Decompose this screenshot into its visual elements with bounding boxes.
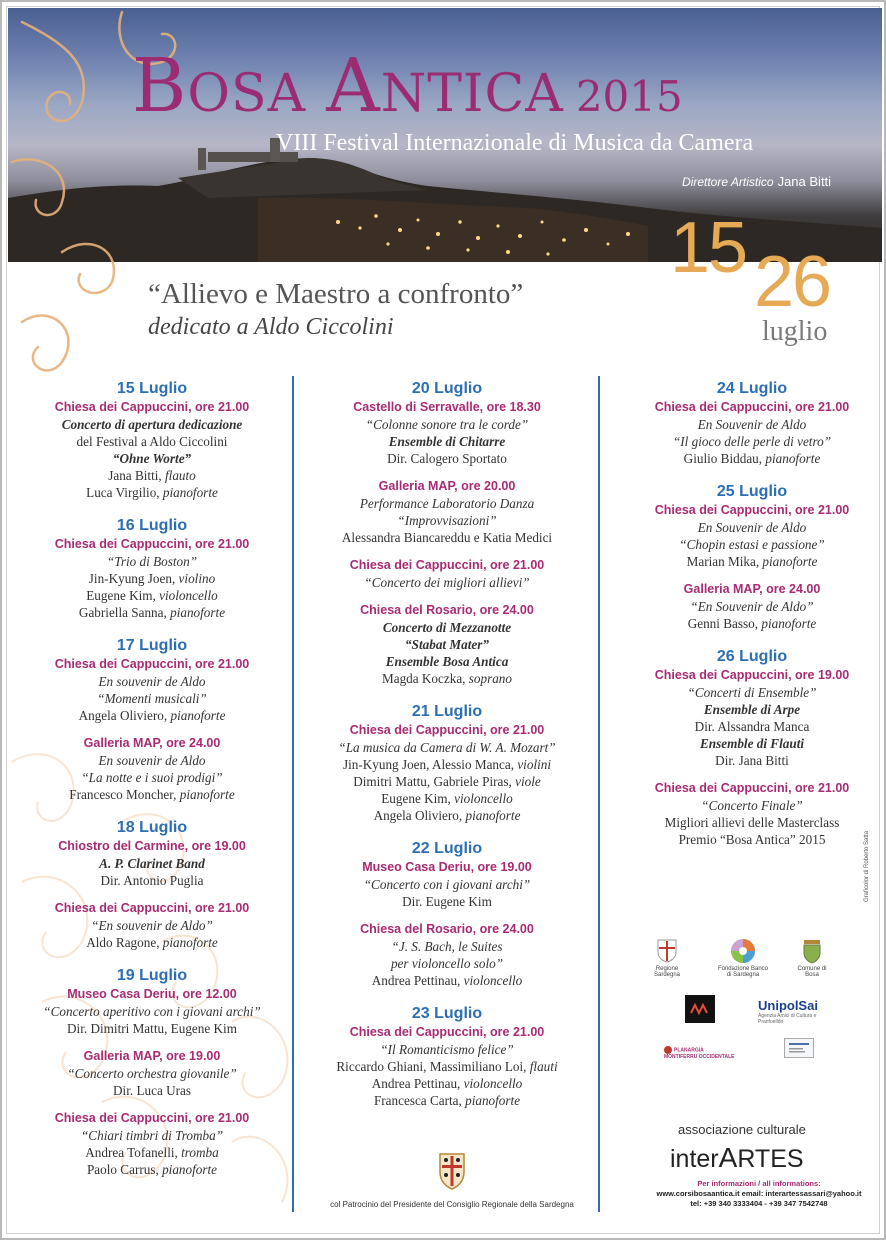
unipolsai-logo bbox=[758, 998, 828, 1025]
event-detail-text: “Improvvisazioni” bbox=[397, 513, 497, 528]
patronage bbox=[312, 1150, 592, 1209]
festival-subtitle: VIII Festival Internazionale di Musica da Camera bbox=[276, 130, 754, 156]
interartes-rtes: RTES bbox=[737, 1145, 804, 1173]
title-letter-a: A bbox=[326, 43, 381, 129]
event-detail-line bbox=[298, 1075, 596, 1092]
event-detail-text: Dir. Alssandra Manca bbox=[694, 719, 810, 734]
event-detail-line bbox=[298, 1092, 596, 1109]
day-heading: 19 Luglio bbox=[116, 967, 188, 984]
event-detail-line bbox=[14, 786, 290, 803]
event-detail-text: Concerto di apertura dedicazione bbox=[61, 417, 243, 432]
performer-role: pianoforte bbox=[179, 787, 235, 802]
event-detail-text: En Souvenir de Aldo bbox=[697, 520, 807, 535]
date-to: 26 bbox=[754, 242, 831, 322]
event-venue-time: Galleria MAP, ore 20.00 bbox=[378, 479, 516, 493]
day-heading: 15 Luglio bbox=[116, 380, 188, 397]
event-detail-text: Riccardo Ghiani, Massimiliano Loi, bbox=[336, 1059, 530, 1074]
performer-role: pianoforte bbox=[465, 1093, 521, 1108]
planargia-icon bbox=[664, 1046, 672, 1054]
comune-bosa-logo bbox=[790, 938, 834, 978]
performer-role: pianoforte bbox=[170, 708, 226, 723]
performer-role: pianoforte bbox=[765, 451, 821, 466]
event-venue-time: Chiesa dei Cappuccini, ore 21.00 bbox=[654, 400, 850, 414]
event-detail-line bbox=[14, 752, 290, 769]
document-icon bbox=[785, 1039, 813, 1057]
performer-role: violini bbox=[517, 757, 552, 772]
festival-title bbox=[132, 43, 683, 129]
event-detail-line bbox=[14, 872, 290, 889]
event-venue-time: Chiesa dei Cappuccini, ore 19.00 bbox=[654, 668, 850, 682]
event-detail-line bbox=[298, 938, 596, 955]
event-venue-time: Museo Casa Deriu, ore 19.00 bbox=[362, 860, 532, 874]
event-detail-line bbox=[603, 416, 886, 433]
event-detail-line bbox=[298, 1041, 596, 1058]
event-detail-line bbox=[14, 1082, 290, 1099]
info-label: Per informazioni / all informations: bbox=[697, 1179, 821, 1188]
day-spacer bbox=[14, 1189, 290, 1193]
event-detail-line bbox=[603, 553, 886, 570]
day-heading: 17 Luglio bbox=[116, 637, 188, 654]
event-detail-text: Ensemble Bosa Antica bbox=[385, 654, 509, 669]
event-detail-line bbox=[298, 807, 596, 824]
event-detail-text: Ensemble di Chitarre bbox=[388, 434, 506, 449]
event bbox=[298, 478, 596, 546]
event-detail-line bbox=[14, 855, 290, 872]
event bbox=[14, 1110, 290, 1178]
event bbox=[298, 399, 596, 467]
event bbox=[14, 399, 290, 501]
event-venue-time: Chiesa dei Cappuccini, ore 21.00 bbox=[349, 1025, 545, 1039]
event-detail-line bbox=[14, 1020, 290, 1037]
event-detail-text: “Chiari timbri di Tromba” bbox=[80, 1128, 224, 1143]
performer-role: pianoforte bbox=[162, 935, 218, 950]
event-detail-text: Dir. Calogero Sportato bbox=[387, 451, 507, 466]
performer-role: violoncello bbox=[463, 973, 523, 988]
event-detail-line bbox=[14, 484, 290, 501]
event-detail-line bbox=[14, 570, 290, 587]
event-detail-line bbox=[298, 529, 596, 546]
event-detail-line bbox=[603, 684, 886, 701]
event-detail-text: Alessandra Biancareddu e Katia Medici bbox=[341, 530, 553, 545]
event-detail-line bbox=[14, 450, 290, 467]
event bbox=[298, 557, 596, 591]
event-detail-text: Dir. Jana Bitti bbox=[715, 753, 789, 768]
event bbox=[14, 986, 290, 1037]
event-detail-line bbox=[298, 653, 596, 670]
event-venue-time: Chiesa del Rosario, ore 24.00 bbox=[360, 603, 534, 617]
info-phones: tel: +39 340 3333404 - +39 347 7542748 bbox=[690, 1199, 828, 1208]
day-spacer bbox=[298, 1120, 596, 1124]
map-gallery-logo bbox=[685, 995, 715, 1023]
event-detail-line bbox=[603, 735, 886, 752]
day-heading: 20 Luglio bbox=[411, 380, 483, 397]
event-detail-text: “Concerti di Ensemble” bbox=[687, 685, 817, 700]
event-detail-line bbox=[14, 553, 290, 570]
day-heading: 18 Luglio bbox=[116, 819, 188, 836]
event-detail-text: Migliori allievi delle Masterclass bbox=[664, 815, 840, 830]
event bbox=[14, 900, 290, 951]
performer-role: violoncello bbox=[454, 791, 513, 806]
event-detail-line bbox=[14, 416, 290, 433]
performer-role: flauti bbox=[529, 1059, 558, 1074]
day-heading: 26 Luglio bbox=[716, 648, 788, 665]
event-detail-text: Andrea Pettinau, bbox=[371, 1076, 464, 1091]
event-detail-text: Angela Oliviero, bbox=[373, 808, 466, 823]
director-label: Direttore Artistico bbox=[682, 175, 774, 189]
planargia-label: PLANARGIA MONTIFERRU OCCIDENTALE bbox=[664, 1047, 735, 1060]
association-label: associazione culturale bbox=[678, 1122, 806, 1137]
event-detail-text: “Momenti musicali” bbox=[97, 691, 207, 706]
event-detail-text: Premio “Bosa Antica” 2015 bbox=[678, 832, 826, 847]
event-detail-line bbox=[298, 636, 596, 653]
performer-role: violoncello bbox=[159, 588, 218, 603]
event-detail-text: “La musica da Camera di W. A. Mozart” bbox=[338, 740, 556, 755]
event-detail-line bbox=[298, 450, 596, 467]
event-detail-line bbox=[14, 673, 290, 690]
event-venue-time: Chiesa dei Cappuccini, ore 21.00 bbox=[54, 901, 250, 915]
event-detail-text: “Il gioco delle perle di vetro” bbox=[672, 434, 832, 449]
event-detail-text: Andrea Pettinau, bbox=[371, 973, 464, 988]
event-detail-line bbox=[298, 773, 596, 790]
regione-sardegna-logo bbox=[642, 938, 692, 978]
event-detail-text: Giulio Biddau, bbox=[683, 451, 766, 466]
title-rest-ntica: NTICA bbox=[380, 64, 564, 124]
info-site-email[interactable]: www.corsibosaantica.it email: interartessassari@yahoo.it bbox=[656, 1189, 862, 1198]
day-heading: 25 Luglio bbox=[716, 483, 788, 500]
event-venue-time: Museo Casa Deriu, ore 12.00 bbox=[67, 987, 237, 1001]
event bbox=[14, 735, 290, 803]
event-detail-line bbox=[298, 790, 596, 807]
event-detail-line bbox=[298, 893, 596, 910]
event-detail-line bbox=[603, 701, 886, 718]
event-detail-text: del Festival a Aldo Ciccolini bbox=[76, 434, 228, 449]
event-detail-line bbox=[14, 604, 290, 621]
event-detail-text: “En Souvenir de Aldo” bbox=[690, 599, 814, 614]
day-heading: 24 Luglio bbox=[716, 380, 788, 397]
fondazione-wheel-icon bbox=[730, 938, 756, 964]
artistic-director bbox=[682, 174, 831, 189]
event-detail-line bbox=[603, 814, 886, 831]
event bbox=[14, 838, 290, 889]
event-detail-text: “J. S. Bach, le Suites bbox=[391, 939, 503, 954]
event-detail-line bbox=[298, 739, 596, 756]
performer-role: pianoforte bbox=[761, 616, 817, 631]
event-detail-line bbox=[298, 876, 596, 893]
event-detail-line bbox=[603, 598, 886, 615]
festival-motto: “Allievo e Maestro a confronto” bbox=[148, 278, 524, 310]
event bbox=[603, 780, 886, 848]
event-detail-text: “Ohne Worte” bbox=[112, 451, 192, 466]
event-detail-text: Jana Bitti, bbox=[108, 468, 165, 483]
event bbox=[298, 1024, 596, 1109]
event-detail-text: “Chopin estasi e passione” bbox=[679, 537, 825, 552]
event-detail-line bbox=[14, 1144, 290, 1161]
event-venue-time: Chiesa dei Cappuccini, ore 21.00 bbox=[54, 537, 250, 551]
performer-role: viole bbox=[515, 774, 541, 789]
performer-role: pianoforte bbox=[170, 605, 226, 620]
event-detail-line bbox=[298, 512, 596, 529]
event-detail-text: Dir. Luca Uras bbox=[113, 1083, 191, 1098]
event-detail-text: Dir. Dimitri Mattu, Eugene Kim bbox=[67, 1021, 237, 1036]
event-detail-text: “Concerto Finale” bbox=[701, 798, 803, 813]
event-venue-time: Chiesa dei Cappuccini, ore 21.00 bbox=[54, 400, 250, 414]
event-detail-text: Jin-Kyung Joen, Alessio Manca, bbox=[342, 757, 518, 772]
performer-role: pianoforte bbox=[162, 485, 218, 500]
event-detail-line bbox=[603, 615, 886, 632]
performer-role: pianoforte bbox=[465, 808, 521, 823]
event bbox=[298, 722, 596, 824]
patronage-text: col Patrocinio del Presidente del Consiglio Regionale della Sardegna bbox=[330, 1200, 574, 1209]
event bbox=[14, 1048, 290, 1099]
event bbox=[603, 667, 886, 769]
event-detail-text: “Concerto con i giovani archi” bbox=[363, 877, 531, 892]
graphic-credit: Graficolor di Roberto Satta bbox=[864, 830, 870, 902]
event-detail-text: “Concerto orchestra giovanile” bbox=[67, 1066, 237, 1081]
event-detail-line bbox=[603, 536, 886, 553]
day-heading: 23 Luglio bbox=[411, 1005, 483, 1022]
event-venue-time: Chiesa del Rosario, ore 24.00 bbox=[360, 922, 534, 936]
regione-crest-icon bbox=[656, 938, 678, 964]
event-detail-line bbox=[298, 495, 596, 512]
interartes-inter: inter bbox=[670, 1145, 719, 1173]
fondazione-logo bbox=[716, 938, 770, 978]
event-detail-text: Aldo Ragone, bbox=[86, 935, 163, 950]
event-detail-text: “Trio di Boston” bbox=[106, 554, 198, 569]
event-detail-text: Magda Koczka, bbox=[381, 671, 469, 686]
event-detail-text: Ensemble di Flauti bbox=[699, 736, 805, 751]
program-column-2 bbox=[298, 379, 596, 1124]
event-detail-text: “Stabat Mater” bbox=[405, 637, 489, 652]
event-venue-time: Chiostro del Carmine, ore 19.00 bbox=[58, 839, 246, 853]
event bbox=[14, 536, 290, 621]
column-divider bbox=[598, 376, 600, 1212]
event-detail-line bbox=[603, 797, 886, 814]
event-detail-line bbox=[603, 519, 886, 536]
event-detail-text: Marian Mika, bbox=[686, 554, 763, 569]
event-venue-time: Galleria MAP, ore 24.00 bbox=[683, 582, 821, 596]
title-letter-b: B bbox=[132, 43, 188, 129]
day-heading: 16 Luglio bbox=[116, 517, 188, 534]
event-detail-text: “Il Romanticismo felice” bbox=[380, 1042, 514, 1057]
regione-label: Regione Sardegna bbox=[653, 966, 681, 978]
event-venue-time: Chiesa dei Cappuccini, ore 21.00 bbox=[654, 781, 850, 795]
event-detail-line bbox=[603, 450, 886, 467]
event-detail-text: Dir. Antonio Puglia bbox=[100, 873, 204, 888]
event-detail-text: Concerto di Mezzanotte bbox=[382, 620, 512, 635]
event-detail-line bbox=[298, 756, 596, 773]
event-detail-text: En souvenir de Aldo bbox=[98, 753, 206, 768]
event-detail-text: Luca Virgilio, bbox=[86, 485, 163, 500]
event bbox=[298, 921, 596, 989]
event-detail-text: Francesca Carta, bbox=[373, 1093, 466, 1108]
program-column-3 bbox=[603, 379, 886, 863]
event-venue-time: Castello di Serravalle, ore 18.30 bbox=[353, 400, 541, 414]
interartes-logo bbox=[670, 1142, 804, 1174]
unipol-name: UnipolSai bbox=[758, 998, 818, 1013]
event-detail-text: Jin-Kyung Joen, bbox=[88, 571, 179, 586]
event-detail-line bbox=[603, 831, 886, 848]
performer-role: tromba bbox=[181, 1145, 219, 1160]
event-detail-line bbox=[14, 1127, 290, 1144]
event-detail-line bbox=[14, 1161, 290, 1178]
event-detail-line bbox=[14, 587, 290, 604]
performer-role: violino bbox=[178, 571, 216, 586]
date-month: luglio bbox=[762, 316, 828, 347]
event-detail-line bbox=[298, 1058, 596, 1075]
event-venue-time: Galleria MAP, ore 24.00 bbox=[83, 736, 221, 750]
event-detail-text: “La notte e i suoi prodigi” bbox=[81, 770, 223, 785]
event-detail-line bbox=[14, 1003, 290, 1020]
event-detail-text: Paolo Carrus, bbox=[86, 1162, 163, 1177]
event bbox=[298, 602, 596, 687]
comune-label: Comune di Bosa bbox=[797, 966, 827, 978]
title-rest-osa: OSA bbox=[187, 64, 307, 124]
event-detail-text: A. P. Clarinet Band bbox=[99, 856, 205, 871]
comune-crest-icon bbox=[801, 938, 823, 964]
event-detail-line bbox=[603, 433, 886, 450]
event-detail-text: Dir. Eugene Kim bbox=[402, 894, 492, 909]
event-detail-text: Dimitri Mattu, Gabriele Piras, bbox=[353, 774, 516, 789]
event-detail-text: per violoncello solo” bbox=[390, 956, 504, 971]
performer-role: flauto bbox=[165, 468, 196, 483]
event-venue-time: Chiesa dei Cappuccini, ore 21.00 bbox=[54, 657, 250, 671]
event-detail-line bbox=[298, 670, 596, 687]
event-detail-text: Angela Oliviero, bbox=[78, 708, 171, 723]
performer-role: violoncello bbox=[463, 1076, 523, 1091]
event-detail-text: Francesco Moncher, bbox=[69, 787, 180, 802]
small-sponsor-logo bbox=[784, 1038, 814, 1058]
column-divider bbox=[292, 376, 294, 1212]
date-from: 15 bbox=[670, 208, 747, 288]
event-detail-text: En souvenir de Aldo bbox=[98, 674, 206, 689]
event-detail-line bbox=[14, 769, 290, 786]
event bbox=[603, 581, 886, 632]
event-detail-line bbox=[298, 955, 596, 972]
event bbox=[603, 399, 886, 467]
event-detail-text: Genni Basso, bbox=[687, 616, 762, 631]
title-year: 2015 bbox=[575, 72, 683, 121]
performer-role: pianoforte bbox=[162, 1162, 218, 1177]
event-detail-text: Gabriella Sanna, bbox=[78, 605, 171, 620]
event-detail-line bbox=[603, 718, 886, 735]
event-detail-line bbox=[298, 574, 596, 591]
event-detail-text: “Concerto aperitivo con i giovani archi” bbox=[43, 1004, 261, 1019]
event-detail-line bbox=[298, 433, 596, 450]
event-detail-line bbox=[14, 1065, 290, 1082]
event-detail-line bbox=[14, 690, 290, 707]
event-detail-line bbox=[14, 433, 290, 450]
performer-role: pianoforte bbox=[762, 554, 818, 569]
event-venue-time: Chiesa dei Cappuccini, ore 21.00 bbox=[349, 723, 545, 737]
event-detail-line bbox=[14, 917, 290, 934]
event-detail-text: “Concerto dei migliori allievi” bbox=[364, 575, 530, 590]
event bbox=[298, 859, 596, 910]
event-venue-time: Chiesa dei Cappuccini, ore 21.00 bbox=[54, 1111, 250, 1125]
event-detail-line bbox=[298, 416, 596, 433]
event bbox=[14, 656, 290, 724]
event-detail-text: Ensemble di Arpe bbox=[703, 702, 801, 717]
event-venue-time: Galleria MAP, ore 19.00 bbox=[83, 1049, 221, 1063]
day-spacer bbox=[603, 859, 886, 863]
event-detail-text: “En souvenir de Aldo” bbox=[91, 918, 213, 933]
event-detail-text: Performance Laboratorio Danza bbox=[359, 496, 535, 511]
sardinia-crest-icon bbox=[437, 1150, 467, 1190]
performer-role: soprano bbox=[468, 671, 512, 686]
map-logo-icon bbox=[685, 995, 715, 1023]
event-detail-text: Andrea Tofanelli, bbox=[85, 1145, 182, 1160]
event-detail-line bbox=[603, 752, 886, 769]
event-detail-line bbox=[14, 934, 290, 951]
fondazione-label: Fondazione Banco di Sardegna bbox=[717, 966, 769, 978]
event-venue-time: Chiesa dei Cappuccini, ore 21.00 bbox=[654, 503, 850, 517]
event-venue-time: Chiesa dei Cappuccini, ore 21.00 bbox=[349, 558, 545, 572]
day-heading: 22 Luglio bbox=[411, 840, 483, 857]
event bbox=[603, 502, 886, 570]
event-detail-line bbox=[14, 467, 290, 484]
event-detail-line bbox=[298, 619, 596, 636]
planargia-logo bbox=[664, 1046, 738, 1060]
event-detail-text: Eugene Kim, bbox=[381, 791, 455, 806]
event-detail-text: En Souvenir de Aldo bbox=[697, 417, 807, 432]
unipol-sub: Agenzia Amici di Cultura e Pranfoelldo bbox=[758, 1013, 817, 1025]
event-detail-text: “Colonne sonore tra le corde” bbox=[365, 417, 529, 432]
program-column-1 bbox=[14, 379, 290, 1193]
event-detail-line bbox=[14, 707, 290, 724]
director-name: Jana Bitti bbox=[777, 174, 832, 189]
festival-dedication: dedicato a Aldo Ciccolini bbox=[148, 314, 394, 340]
event-detail-line bbox=[298, 972, 596, 989]
day-heading: 21 Luglio bbox=[411, 703, 483, 720]
event-detail-text: Eugene Kim, bbox=[86, 588, 160, 603]
interartes-a: A bbox=[718, 1142, 738, 1173]
